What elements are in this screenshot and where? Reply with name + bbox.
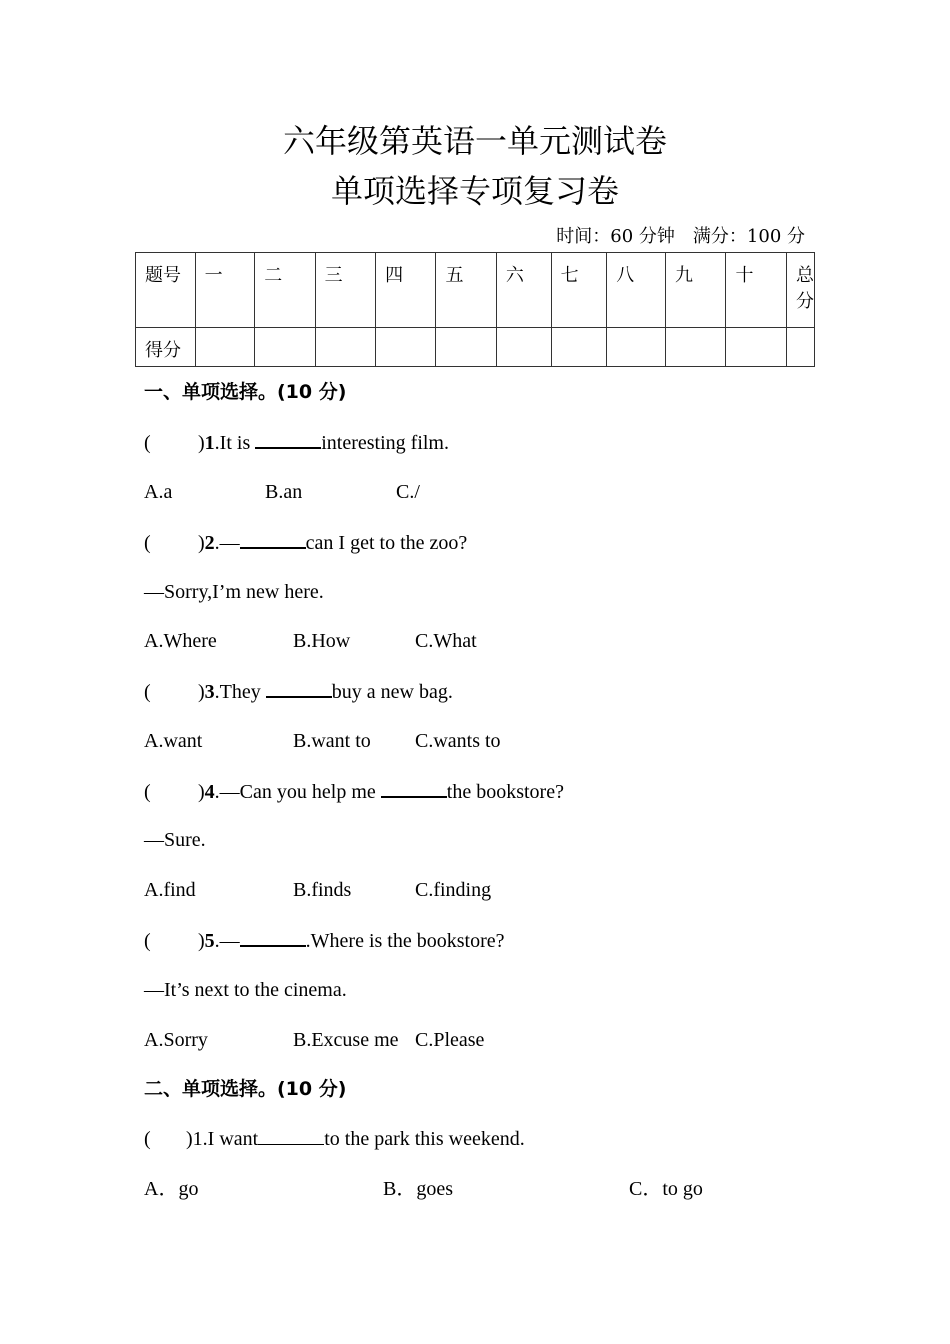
score-table-header-row <box>136 253 815 328</box>
score-cell <box>666 328 726 367</box>
option-b: B.Excuse me <box>293 1029 399 1051</box>
answer-blank <box>240 529 306 549</box>
question-stem: interesting film. <box>321 432 449 454</box>
option-c: C.What <box>415 630 477 652</box>
answer-paren-close: ) <box>186 1128 193 1150</box>
answer-blank <box>255 429 321 449</box>
question-stem: .— <box>214 930 240 952</box>
exam-subtitle: 单项选择专项复习卷 <box>330 172 619 210</box>
answer-blank <box>258 1126 324 1145</box>
score-cell <box>607 328 666 367</box>
question-stem: .It is <box>214 432 256 454</box>
header-cell: 题号 <box>136 253 196 328</box>
score-cell <box>315 328 375 367</box>
section-heading: 二、单项选择。(10 分) <box>144 1078 347 1100</box>
answer-blank <box>381 778 447 798</box>
answer-paren-close: ) <box>198 781 205 803</box>
header-cell: 八 <box>607 253 666 328</box>
answer-paren-close: ) <box>198 432 205 454</box>
header-cell: 五 <box>436 253 496 328</box>
header-cell: 三 <box>315 253 375 328</box>
score-cell <box>787 328 815 367</box>
question-stem: .Where is the bookstore? <box>305 930 505 952</box>
option-a: A．go <box>144 1178 199 1200</box>
exam-title: 六年级第英语一单元测试卷 <box>282 122 667 160</box>
question-4 <box>144 778 564 805</box>
question-1 <box>144 1126 525 1152</box>
question-stem: to the park this weekend. <box>324 1128 525 1150</box>
header-cell: 二 <box>255 253 315 328</box>
option-b: B．goes <box>383 1178 453 1200</box>
answer-paren-open: ( <box>144 1128 151 1150</box>
score-cell <box>551 328 607 367</box>
score-cell <box>195 328 255 367</box>
option-a: A.want <box>144 730 203 752</box>
header-cell: 十 <box>726 253 787 328</box>
question-number: 5 <box>204 930 215 952</box>
answer-paren-close: ) <box>198 681 205 703</box>
option-c: C.wants to <box>415 730 501 752</box>
question-number: 4 <box>204 781 215 803</box>
section-heading: 一、单项选择。(10 分) <box>144 381 347 403</box>
answer-blank <box>266 678 332 698</box>
option-b: B.an <box>265 481 303 503</box>
score-table <box>135 252 815 367</box>
answer-paren-close: ) <box>198 532 205 554</box>
header-cell: 六 <box>496 253 551 328</box>
question-stem: can I get to the zoo? <box>305 532 468 554</box>
score-table-score-row <box>136 328 815 367</box>
option-c: C．to go <box>629 1178 703 1200</box>
answer-paren-close: ) <box>198 930 205 952</box>
question-number: 1 <box>204 432 215 454</box>
option-a: A.Sorry <box>144 1029 208 1051</box>
question-5 <box>144 927 505 954</box>
question-stem: the bookstore? <box>446 781 564 803</box>
question-number: 2 <box>204 532 215 554</box>
header-cell: 九 <box>666 253 726 328</box>
answer-paren-open: ( <box>144 930 151 952</box>
question-reply: —Sure. <box>144 829 206 851</box>
option-a: A.find <box>144 879 196 901</box>
score-cell <box>496 328 551 367</box>
question-number: 3 <box>204 681 215 703</box>
option-a: A.a <box>144 481 173 503</box>
question-1 <box>144 429 449 456</box>
answer-paren-open: ( <box>144 532 151 554</box>
question-stem: .They <box>214 681 266 703</box>
option-c: C.Please <box>415 1029 485 1051</box>
score-cell <box>376 328 436 367</box>
header-cell: 七 <box>551 253 607 328</box>
full-score: 满分：100 分 <box>692 226 805 247</box>
score-cell <box>436 328 496 367</box>
score-cell <box>726 328 787 367</box>
score-cell <box>255 328 315 367</box>
score-row-label: 得分 <box>136 328 196 367</box>
question-stem: .—Can you help me <box>214 781 381 803</box>
answer-paren-open: ( <box>144 681 151 703</box>
question-3 <box>144 678 453 705</box>
question-2 <box>144 529 467 556</box>
option-b: B.want to <box>293 730 371 752</box>
time-limit: 时间：60 分钟 <box>556 226 675 247</box>
header-cell: 一 <box>195 253 255 328</box>
answer-paren-open: ( <box>144 432 151 454</box>
option-a: A.Where <box>144 630 217 652</box>
option-b: B.finds <box>293 879 352 901</box>
exam-meta <box>556 222 805 248</box>
question-stem: .— <box>214 532 240 554</box>
option-c: C./ <box>396 481 420 503</box>
question-stem: buy a new bag. <box>331 681 453 703</box>
answer-blank <box>240 927 306 947</box>
answer-paren-open: ( <box>144 781 151 803</box>
header-cell: 总分 <box>787 253 815 328</box>
option-c: C.finding <box>415 879 492 901</box>
question-reply: —It’s next to the cinema. <box>144 979 347 1001</box>
question-reply: —Sorry,I’m new here. <box>144 581 324 603</box>
question-stem: 1.I want <box>192 1128 259 1150</box>
header-cell: 四 <box>376 253 436 328</box>
option-b: B.How <box>293 630 351 652</box>
